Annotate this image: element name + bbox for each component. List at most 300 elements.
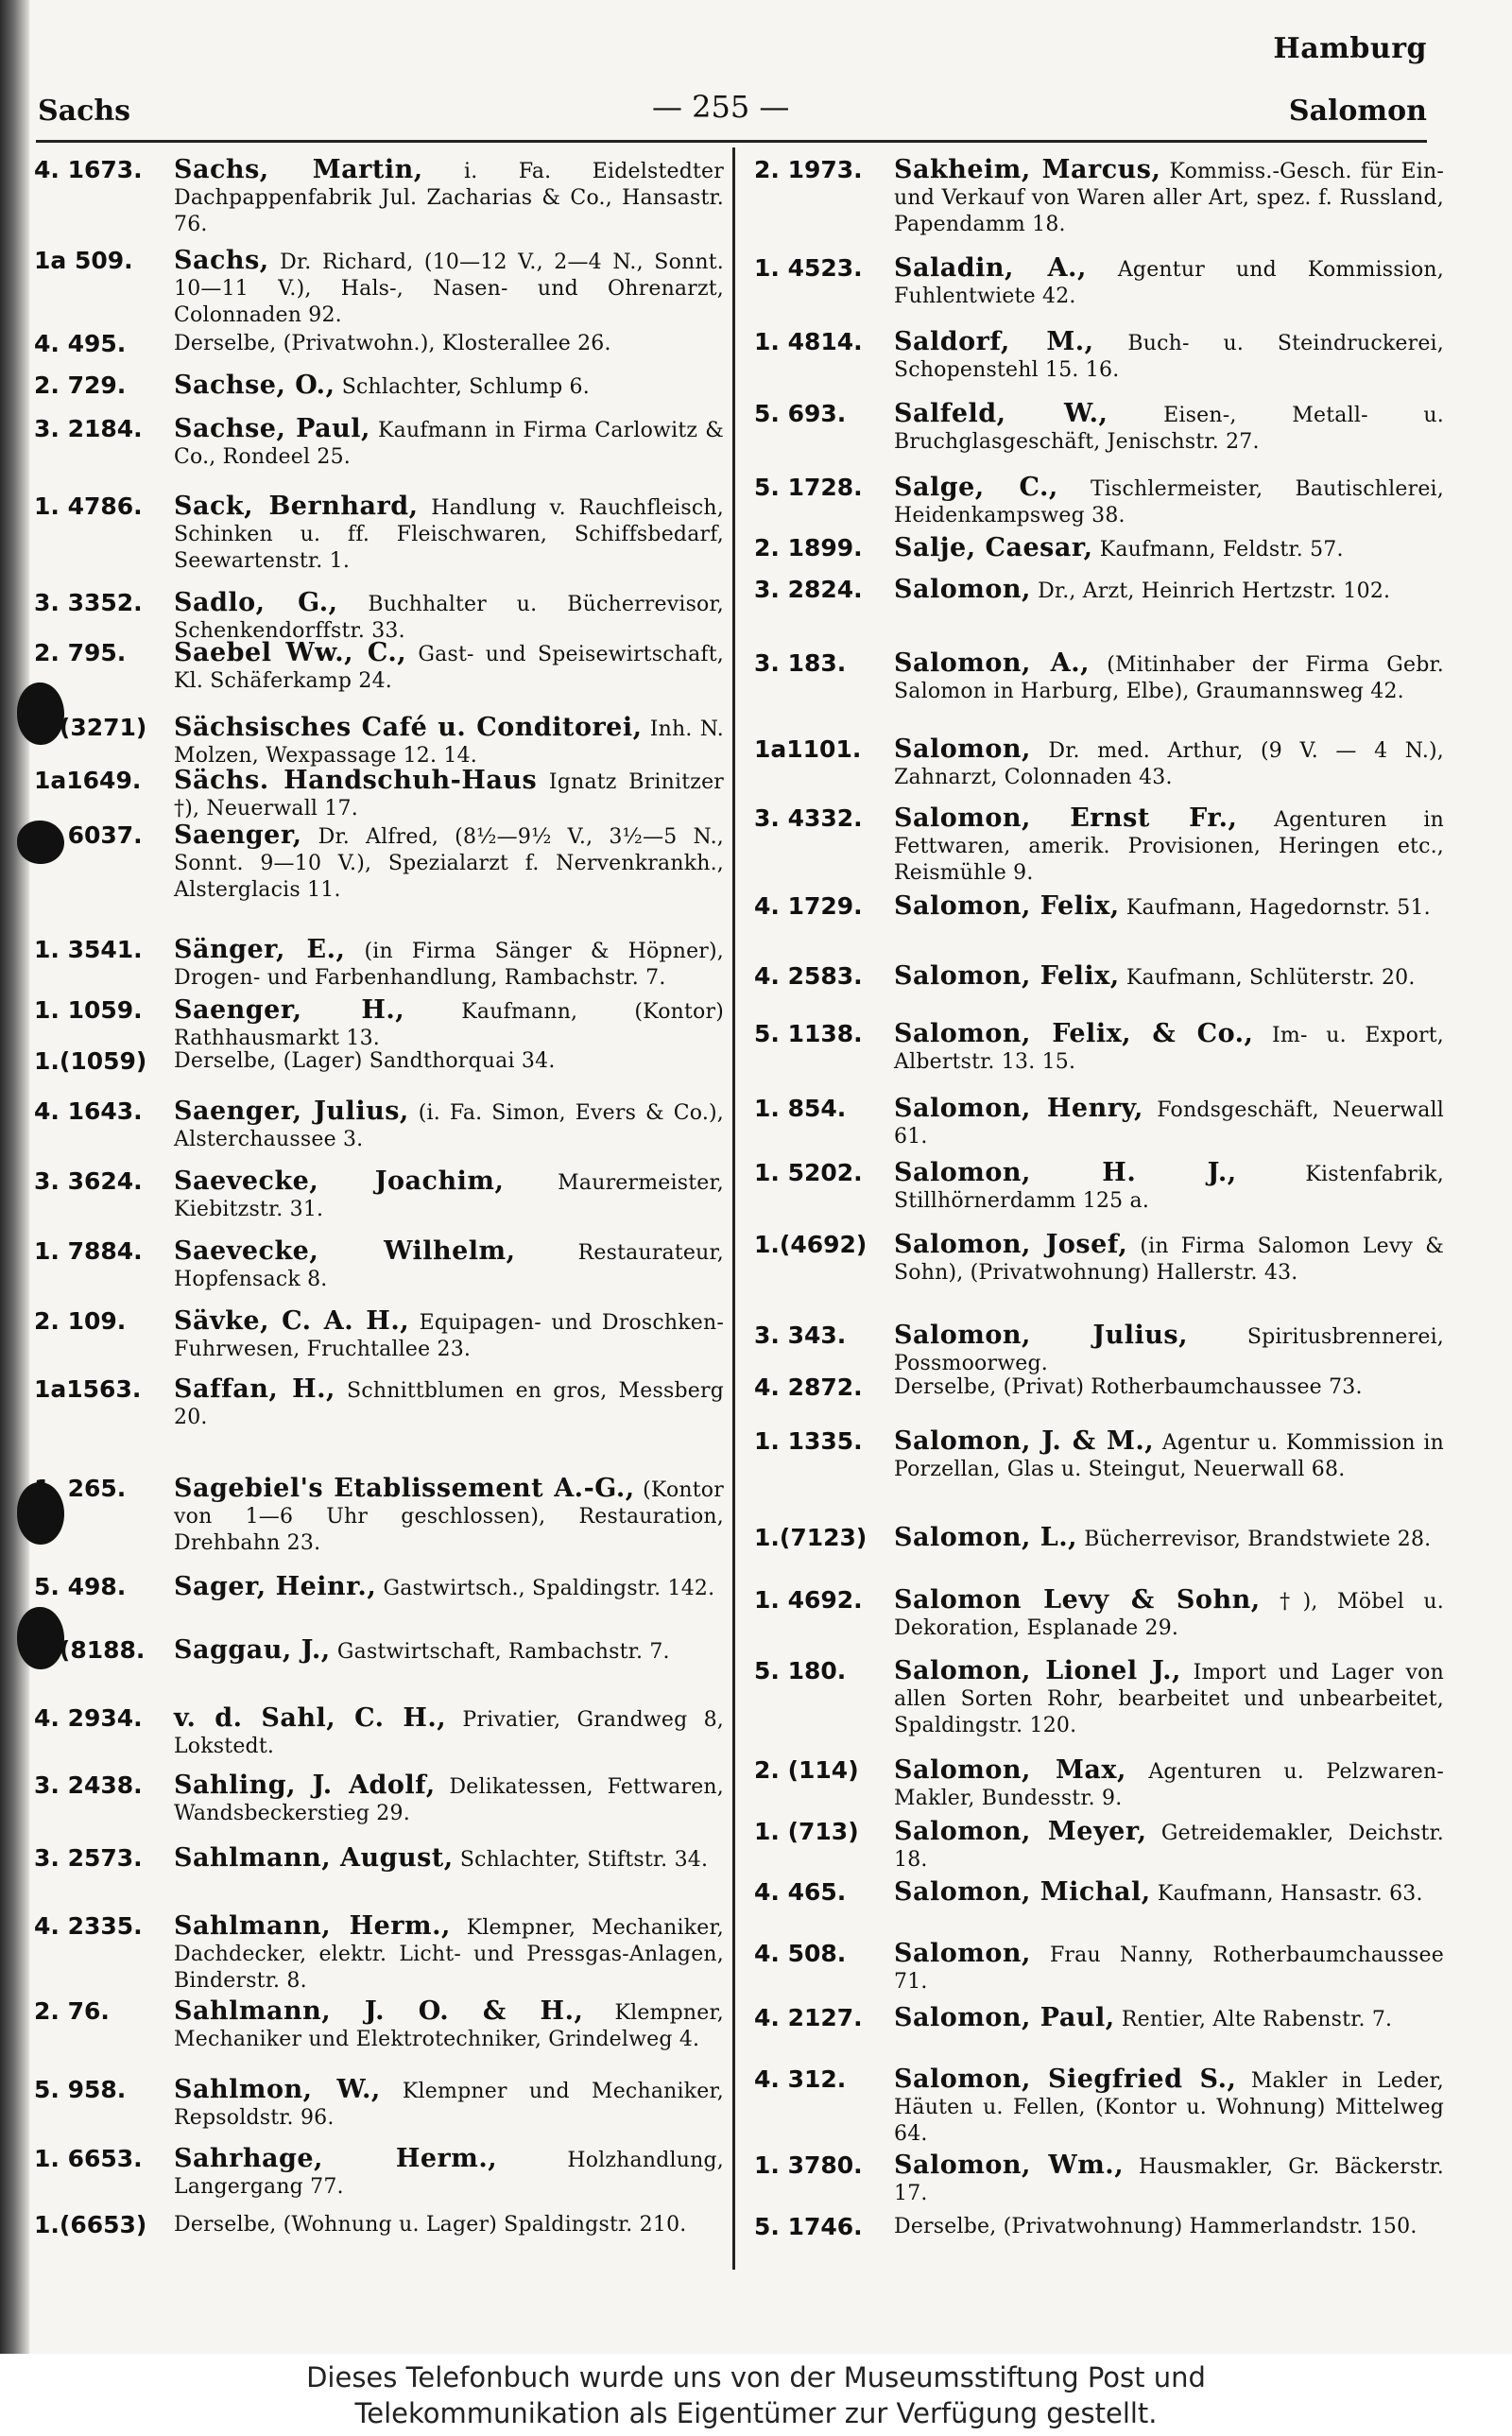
phone-number: 4. 312. bbox=[754, 2065, 847, 2093]
entry-details: Agenturen in Fettwaren, amerik. Provisionen, Heringen etc., Reismühle 9. bbox=[894, 808, 1444, 885]
entry-text bbox=[894, 1232, 1444, 1287]
entry-details: Bücherrevisor, Brandstwiete 28. bbox=[1084, 1528, 1432, 1551]
directory-entry bbox=[754, 577, 1444, 605]
directory-entry bbox=[754, 2214, 1444, 2240]
subscriber-name: Saebel Ww., C., bbox=[174, 638, 407, 667]
entry-details: Kistenfabrik, Stillhörnerdamm 125 a. bbox=[894, 1163, 1444, 1213]
entry-details: Spiritusbrennerei, Possmoorweg. bbox=[894, 1325, 1444, 1375]
directory-entry bbox=[34, 2077, 724, 2132]
directory-entry bbox=[34, 1913, 724, 1995]
entry-text bbox=[894, 2005, 1444, 2033]
subscriber-name: Salge, C., bbox=[894, 473, 1058, 502]
phone-number: 3. 4332. bbox=[754, 804, 863, 832]
directory-entry bbox=[754, 1879, 1444, 1908]
phone-number: 1a1563. bbox=[34, 1375, 142, 1403]
entry-details: Hausmakler, Gr. Bäckerstr. 17. bbox=[894, 2155, 1444, 2205]
entry-text bbox=[174, 2146, 724, 2201]
header-left-keyword: Sachs bbox=[38, 95, 131, 128]
subscriber-name: Salomon, bbox=[894, 575, 1031, 604]
directory-entry bbox=[34, 1476, 724, 1557]
entry-text bbox=[894, 475, 1444, 529]
entry-details: Equipagen- und Droschken-Fuhrwesen, Fruchtallee 23. bbox=[174, 1311, 725, 1361]
entry-text bbox=[174, 590, 724, 645]
subscriber-name: Salomon, Wm., bbox=[894, 2151, 1125, 2180]
entry-text bbox=[174, 1376, 724, 1431]
subscriber-name: Sachs, bbox=[174, 246, 269, 275]
phone-number: 1. (713) bbox=[754, 1818, 859, 1845]
phone-number: 1. 265. bbox=[34, 1475, 127, 1502]
entry-text bbox=[894, 1819, 1444, 1874]
entry-details: Rentier, Alte Rabenstr. 7. bbox=[1121, 2008, 1393, 2031]
directory-entry bbox=[754, 535, 1444, 563]
directory-entry bbox=[34, 1238, 724, 1293]
phone-number: 3. 343. bbox=[754, 1322, 847, 1349]
entry-details: Kaufmann, Hagedornstr. 51. bbox=[1125, 896, 1431, 920]
entry-text bbox=[174, 768, 724, 822]
directory-entry bbox=[34, 2146, 724, 2201]
directory-entry bbox=[754, 736, 1444, 791]
phone-number: 2. 109. bbox=[34, 1307, 127, 1335]
phone-number: 2. 729. bbox=[34, 371, 127, 399]
entry-text bbox=[894, 2152, 1444, 2207]
subscriber-name: Saldorf, M., bbox=[894, 327, 1094, 356]
phone-number: 1. 6037. bbox=[34, 821, 143, 849]
entry-details: Agentur u. Kommission in Porzellan, Glas u. Steingut, Neuerwall 68. bbox=[894, 1431, 1444, 1481]
entry-text bbox=[894, 535, 1444, 563]
entry-details: Dr., Arzt, Heinrich Hertzstr. 102. bbox=[1038, 579, 1391, 603]
entry-details: (in Firma Sänger & Höpner), Drogen- und Farbenhandlung, Rambachstr. 7. bbox=[174, 940, 725, 990]
entry-text bbox=[894, 1021, 1444, 1076]
directory-entry bbox=[34, 1705, 724, 1760]
directory-entry bbox=[754, 1428, 1444, 1483]
subscriber-name: Sahling, J. Adolf, bbox=[174, 1771, 436, 1800]
entry-details: (i. Fa. Simon, Evers & Co.), Alsterchaussee 3. bbox=[174, 1101, 725, 1151]
phone-number: 1a1649. bbox=[34, 767, 142, 794]
entry-text bbox=[894, 1879, 1444, 1908]
entry-details: Privatier, Grandweg 8, Lokstedt. bbox=[174, 1708, 724, 1758]
phone-number: 5. 498. bbox=[34, 1573, 127, 1600]
phone-number: 4. 2335. bbox=[34, 1912, 143, 1940]
subscriber-name: Sächs. Handschuh-Haus bbox=[174, 766, 538, 795]
entry-details: (Kontor von 1—6 Uhr geschlossen), Restauration, Drehbahn 23. bbox=[174, 1478, 724, 1555]
entry-text bbox=[174, 1574, 724, 1602]
entry-details: Kaufmann, Feldstr. 57. bbox=[1099, 538, 1344, 561]
subscriber-name: Salomon, Josef, bbox=[894, 1230, 1128, 1259]
entry-text bbox=[174, 1238, 724, 1293]
entry-text bbox=[174, 1637, 724, 1666]
entry-text bbox=[174, 1998, 724, 2053]
entry-text bbox=[894, 2066, 1444, 2148]
phone-number: 1. 7884. bbox=[34, 1237, 143, 1265]
phone-number: 3. 2438. bbox=[34, 1771, 143, 1799]
phone-number: 1a1101. bbox=[754, 735, 862, 763]
directory-entry bbox=[34, 2212, 724, 2238]
entry-details: i. Fa. Eidelstedter Dachpappenfabrik Jul. Zacharias & Co., Hansastr. 76. bbox=[174, 160, 724, 236]
entry-text bbox=[174, 1705, 724, 1760]
subscriber-name: Sadlo, G., bbox=[174, 588, 338, 617]
phone-number: 1.(6653) bbox=[34, 2211, 147, 2238]
phone-number: 1. 854. bbox=[754, 1095, 847, 1122]
phone-number: 1. 4814. bbox=[754, 328, 863, 355]
subscriber-name: Sahlmann, Herm., bbox=[174, 1911, 451, 1941]
phone-number: 1.(4692) bbox=[754, 1231, 868, 1258]
directory-entry bbox=[754, 401, 1444, 456]
phone-number: 1.(3271) bbox=[34, 714, 147, 741]
entry-details: Dr. med. Arthur, (9 V. — 4 N.), Zahnarzt, Colonnaden 43. bbox=[894, 739, 1444, 789]
phone-number: 1. 4523. bbox=[754, 254, 863, 282]
entry-text bbox=[174, 493, 724, 575]
subscriber-name: Salomon, Felix, & Co., bbox=[894, 1019, 1254, 1048]
subscriber-name: Salomon, bbox=[894, 1939, 1031, 1968]
entry-text bbox=[174, 248, 724, 329]
directory-entry bbox=[34, 590, 724, 645]
entry-details: Derselbe, (Privatwohnung) Hammerlandstr. 150. bbox=[894, 2215, 1418, 2238]
header-rule bbox=[36, 140, 1427, 143]
subscriber-name: Salomon, H. J., bbox=[894, 1158, 1237, 1187]
entry-details: Gast- und Speisewirtschaft, Kl. Schäferkamp 24. bbox=[174, 643, 724, 693]
entry-text bbox=[894, 1374, 1444, 1401]
phone-number: 4. 508. bbox=[754, 1940, 847, 1967]
entry-text bbox=[174, 1772, 724, 1827]
subscriber-name: Saevecke, Joachim, bbox=[174, 1166, 505, 1196]
page-binding-edge bbox=[0, 0, 30, 2354]
entry-details: Derselbe, (Privat) Rotherbaumchaussee 73. bbox=[894, 1375, 1363, 1399]
entry-text bbox=[894, 1525, 1444, 1553]
entry-details: Getreidemakler, Deichstr. 18. bbox=[894, 1822, 1444, 1872]
directory-entry bbox=[754, 963, 1444, 992]
directory-entry bbox=[754, 1374, 1444, 1401]
footer-notice bbox=[0, 2354, 1512, 2436]
directory-entry bbox=[34, 416, 724, 471]
directory-entry bbox=[754, 1658, 1444, 1739]
phone-number: 3. 2824. bbox=[754, 576, 863, 603]
directory-entry bbox=[34, 1376, 724, 1431]
entry-details: Kaufmann in Firma Carlowitz & Co., Rondeel 25. bbox=[174, 419, 724, 469]
directory-entry bbox=[754, 1757, 1444, 1812]
phone-number: 4. 2127. bbox=[754, 2004, 863, 2031]
entry-text bbox=[894, 1658, 1444, 1739]
entry-text bbox=[894, 1587, 1444, 1642]
entry-details: Ignatz Brinitzer †), Neuerwall 17. bbox=[174, 770, 725, 821]
footer-line-1: Dieses Telefonbuch wurde uns von der Museumsstiftung Post und bbox=[306, 2361, 1206, 2393]
phone-number: 5. 180. bbox=[754, 1657, 847, 1684]
phone-number: 4. 2934. bbox=[34, 1704, 143, 1732]
subscriber-name: Sahrhage, Herm., bbox=[174, 2144, 498, 2173]
phone-number: 2. 1899. bbox=[754, 534, 863, 561]
entry-details: †), Möbel u. Dekoration, Esplanade 29. bbox=[894, 1590, 1444, 1640]
page-number: — 255 — bbox=[652, 89, 790, 125]
subscriber-name: Salomon, Meyer, bbox=[894, 1817, 1147, 1846]
entry-text bbox=[894, 1428, 1444, 1483]
directory-entry bbox=[754, 1322, 1444, 1377]
entry-details: Gastwirtschaft, Rambachstr. 7. bbox=[336, 1640, 670, 1664]
subscriber-name: Sänger, E., bbox=[174, 935, 346, 964]
directory-entry bbox=[34, 640, 724, 695]
entry-details: Restaurateur, Hopfensack 8. bbox=[174, 1241, 724, 1291]
entry-text bbox=[174, 822, 724, 904]
subscriber-name: Saenger, H., bbox=[174, 995, 405, 1025]
phone-number: 2. (114) bbox=[754, 1756, 859, 1784]
entry-details: (Mitinhaber der Firma Gebr. Salomon in Harburg, Elbe), Graumannsweg 42. bbox=[894, 653, 1444, 703]
entry-text bbox=[174, 937, 724, 992]
subscriber-name: Saggau, J., bbox=[174, 1635, 331, 1665]
phone-number: 1.(1059) bbox=[34, 1047, 147, 1075]
subscriber-name: Sager, Heinr., bbox=[174, 1572, 377, 1601]
subscriber-name: Salomon, Michal, bbox=[894, 1877, 1151, 1907]
column-divider bbox=[732, 147, 735, 2270]
directory-entry bbox=[754, 893, 1444, 922]
entry-details: Tischlermeister, Bautischlerei, Heidenkampsweg 38. bbox=[894, 477, 1444, 527]
entry-text bbox=[174, 715, 724, 769]
entry-details: Kaufmann, Schlüterstr. 20. bbox=[1125, 966, 1416, 990]
directory-entry bbox=[754, 1096, 1444, 1150]
entry-details: Im- u. Export, Albertstr. 13. 15. bbox=[894, 1024, 1444, 1074]
directory-entry bbox=[754, 329, 1444, 384]
directory-entry bbox=[754, 255, 1444, 310]
directory-entry bbox=[754, 2005, 1444, 2033]
entry-details: Derselbe, (Lager) Sandthorquai 34. bbox=[174, 1049, 556, 1073]
subscriber-name: Sahlmon, W., bbox=[174, 2075, 381, 2104]
phone-number: 1. 3541. bbox=[34, 936, 143, 963]
subscriber-name: Sachs, Martin, bbox=[174, 155, 423, 184]
entry-text bbox=[174, 372, 724, 401]
directory-entry bbox=[754, 2152, 1444, 2207]
entry-details: Kommiss.-Gesch. für Ein- und Verkauf von Waren aller Art, spez. f. Russland, Papendamm 18. bbox=[894, 160, 1444, 236]
entry-details: Dr. Richard, (10—12 V., 2—4 N., Sonnt. 10—11 V.), Hals-, Nasen- und Ohrenarzt, Colonnaden 92. bbox=[174, 251, 724, 327]
phone-number: 5. 1746. bbox=[754, 2213, 863, 2240]
phone-number: 3. 3352. bbox=[34, 589, 143, 616]
entry-details: Inh. N. Molzen, Wexpassage 12. 14. bbox=[174, 717, 724, 768]
phone-number: 1. 6653. bbox=[34, 2145, 143, 2172]
entry-details: Schnittblumen en gros, Messberg 20. bbox=[174, 1379, 724, 1429]
entry-details: Schlachter, Stiftstr. 34. bbox=[459, 1848, 709, 1872]
entry-text bbox=[894, 963, 1444, 992]
subscriber-name: Salomon, L., bbox=[894, 1523, 1078, 1552]
footer-line-2: Telekommunikation als Eigentümer zur Verfügung gestellt. bbox=[354, 2397, 1158, 2429]
subscriber-name: Salomon, Lionel J., bbox=[894, 1656, 1181, 1685]
directory-entry bbox=[34, 997, 724, 1052]
entry-details: Maurermeister, Kiebitzstr. 31. bbox=[174, 1171, 724, 1221]
phone-number: 5. 1138. bbox=[754, 1020, 863, 1047]
entry-details: Eisen-, Metall- u. Bruchglasgeschäft, Jenischstr. 27. bbox=[894, 404, 1444, 454]
phone-number: 1.(7123) bbox=[754, 1524, 868, 1551]
directory-entry bbox=[754, 1525, 1444, 1553]
subscriber-name: Salomon, bbox=[894, 734, 1031, 764]
phone-number: 5. 1728. bbox=[754, 474, 863, 501]
directory-entry bbox=[34, 1168, 724, 1223]
directory-entry bbox=[34, 331, 724, 357]
entry-text bbox=[894, 650, 1444, 705]
subscriber-name: Sagebiel's Etablissement A.-G., bbox=[174, 1474, 635, 1503]
subscriber-name: Sahlmann, J. O. & H., bbox=[174, 1996, 584, 2026]
phone-number: 1. 3780. bbox=[754, 2151, 863, 2179]
directory-entry bbox=[754, 1232, 1444, 1287]
subscriber-name: Salomon, Paul, bbox=[894, 2003, 1115, 2032]
phone-number: 4. 1643. bbox=[34, 1097, 143, 1125]
entry-details: Agenturen u. Pelzwaren-Makler, Bundesstr. 9. bbox=[894, 1760, 1444, 1810]
entry-details: Derselbe, (Privatwohn.), Klosterallee 26. bbox=[174, 332, 611, 355]
phone-number: 3. 2573. bbox=[34, 1844, 143, 1872]
entry-text bbox=[174, 1476, 724, 1557]
directory-entry bbox=[754, 475, 1444, 529]
entry-text bbox=[174, 1308, 724, 1363]
subscriber-name: Salomon, Ernst Fr., bbox=[894, 803, 1238, 833]
subscriber-name: Salomon, A., bbox=[894, 648, 1091, 678]
entry-text bbox=[894, 401, 1444, 456]
entry-text bbox=[894, 1941, 1444, 1995]
entry-details: Fondsgeschäft, Neuerwall 61. bbox=[894, 1098, 1444, 1149]
phone-number: 5. 958. bbox=[34, 2076, 127, 2103]
entry-details: Schlachter, Schlump 6. bbox=[341, 375, 590, 399]
subscriber-name: Salomon, Felix, bbox=[894, 961, 1120, 991]
entry-text bbox=[894, 577, 1444, 605]
entry-text bbox=[174, 157, 724, 238]
directory-entry bbox=[34, 372, 724, 401]
subscriber-name: Salje, Caesar, bbox=[894, 533, 1093, 562]
directory-entry bbox=[34, 248, 724, 329]
phone-number: 1.(8188. bbox=[34, 1636, 146, 1664]
entry-details: Buchhalter u. Bücherrevisor, Schenkendorffstr. 33. bbox=[174, 593, 724, 643]
entry-details: Makler in Leder, Häuten u. Fellen, (Kontor u. Wohnung) Mittelweg 64. bbox=[894, 2069, 1444, 2146]
entry-text bbox=[174, 640, 724, 695]
entry-details: Agentur und Kommission, Fuhlentwiete 42. bbox=[894, 258, 1444, 308]
subscriber-name: Saladin, A., bbox=[894, 253, 1087, 283]
entry-text bbox=[894, 1322, 1444, 1377]
entry-text bbox=[894, 2214, 1444, 2240]
directory-entry bbox=[34, 493, 724, 575]
entry-details: Kaufmann, (Kontor) Rathhausmarkt 13. bbox=[174, 1000, 724, 1050]
directory-entry bbox=[34, 1048, 724, 1075]
phone-number: 4. 465. bbox=[754, 1878, 847, 1906]
subscriber-name: Sachse, O., bbox=[174, 371, 335, 400]
directory-entry bbox=[34, 937, 724, 992]
phone-number: 4. 2872. bbox=[754, 1373, 863, 1401]
entry-details: Holzhandlung, Langergang 77. bbox=[174, 2149, 724, 2199]
phone-number: 1. 1335. bbox=[754, 1427, 863, 1455]
entry-text bbox=[894, 1160, 1444, 1215]
phone-number: 1. 4786. bbox=[34, 492, 143, 520]
phone-number: 4. 1673. bbox=[34, 156, 143, 183]
phone-number: 3. 2184. bbox=[34, 415, 143, 442]
directory-entry bbox=[34, 1772, 724, 1827]
subscriber-name: Sack, Bernhard, bbox=[174, 492, 419, 521]
directory-entry bbox=[34, 1998, 724, 2053]
directory-entry bbox=[754, 1819, 1444, 1874]
subscriber-name: Salomon, Siegfried S., bbox=[894, 2065, 1237, 2094]
subscriber-name: Sachse, Paul, bbox=[174, 414, 370, 443]
entry-details: Kaufmann, Hansastr. 63. bbox=[1157, 1882, 1423, 1906]
entry-details: Handlung v. Rauchfleisch, Schinken u. ff. Fleischwaren, Schiffsbedarf, Seewartenstr. 1. bbox=[174, 496, 724, 573]
directory-entry bbox=[754, 157, 1444, 238]
phone-number: 2. 76. bbox=[34, 1997, 110, 2025]
subscriber-name: Sävke, C. A. H., bbox=[174, 1306, 410, 1336]
entry-text bbox=[894, 805, 1444, 887]
directory-entry bbox=[34, 1574, 724, 1602]
entry-text bbox=[174, 1048, 724, 1075]
subscriber-name: Salomon, Felix, bbox=[894, 891, 1120, 921]
subscriber-name: Saevecke, Wilhelm, bbox=[174, 1236, 516, 1266]
subscriber-name: Salomon, J. & M., bbox=[894, 1426, 1155, 1456]
subscriber-name: v. d. Sahl, C. H., bbox=[174, 1703, 447, 1733]
header-city: Hamburg bbox=[1273, 32, 1427, 65]
phone-number: 3. 3624. bbox=[34, 1167, 143, 1195]
subscriber-name: Saenger, bbox=[174, 821, 302, 850]
directory-entry bbox=[34, 715, 724, 769]
directory-entry bbox=[34, 1637, 724, 1666]
entry-details: Delikatessen, Fettwaren, Wandsbeckerstieg 29. bbox=[174, 1775, 724, 1825]
subscriber-name: Salomon, Henry, bbox=[894, 1094, 1143, 1123]
entry-text bbox=[894, 736, 1444, 791]
entry-details: (in Firma Salomon Levy & Sohn), (Privatwohnung) Hallerstr. 43. bbox=[894, 1235, 1444, 1285]
directory-entry bbox=[754, 1941, 1444, 1995]
entry-text bbox=[174, 331, 724, 357]
phone-number: 4. 2583. bbox=[754, 962, 863, 990]
phone-number: 5. 693. bbox=[754, 400, 847, 427]
entry-text bbox=[894, 255, 1444, 310]
directory-entry bbox=[754, 2066, 1444, 2148]
subscriber-name: Sächsisches Café u. Conditorei, bbox=[174, 713, 643, 742]
subscriber-name: Sahlmann, August, bbox=[174, 1843, 454, 1873]
directory-entry bbox=[34, 1845, 724, 1874]
entry-text bbox=[894, 1757, 1444, 1812]
entry-details: Gastwirtsch., Spaldingstr. 142. bbox=[383, 1577, 715, 1600]
subscriber-name: Saenger, Julius, bbox=[174, 1097, 409, 1126]
entry-details: Klempner, Mechaniker, Dachdecker, elektr. Licht- und Pressgas-Anlagen, Binderstr. 8. bbox=[174, 1916, 724, 1993]
phone-number: 1a 509. bbox=[34, 247, 133, 274]
directory-entry bbox=[34, 822, 724, 904]
entry-details: Dr. Alfred, (8½—9½ V., 3½—5 N., Sonnt. 9—10 V.), Spezialarzt f. Nervenkrankh., Alsterglacis 11. bbox=[174, 825, 724, 902]
subscriber-name: Salomon, Max, bbox=[894, 1755, 1126, 1785]
entry-text bbox=[894, 329, 1444, 384]
directory-entry bbox=[754, 1160, 1444, 1215]
entry-text bbox=[174, 1845, 724, 1874]
phone-number: 1. 1059. bbox=[34, 996, 143, 1024]
entry-text bbox=[174, 1913, 724, 1995]
entry-details: Derselbe, (Wohnung u. Lager) Spaldingstr. 210. bbox=[174, 2213, 687, 2237]
subscriber-name: Salomon, Julius, bbox=[894, 1321, 1189, 1350]
entry-text bbox=[174, 997, 724, 1052]
entry-text bbox=[174, 1168, 724, 1223]
phone-number: 2. 1973. bbox=[754, 156, 863, 183]
directory-entry bbox=[754, 650, 1444, 705]
entry-text bbox=[174, 1098, 724, 1153]
entry-details: Frau Nanny, Rotherbaumchaussee 71. bbox=[894, 1944, 1444, 1994]
phone-number: 1. 5202. bbox=[754, 1159, 863, 1186]
entry-text bbox=[894, 157, 1444, 238]
directory-entry bbox=[754, 805, 1444, 887]
entry-text bbox=[894, 893, 1444, 922]
entry-text bbox=[174, 416, 724, 471]
phone-number: 4. 1729. bbox=[754, 892, 863, 920]
entry-text bbox=[174, 2077, 724, 2132]
entry-details: Import und Lager von allen Sorten Rohr, bearbeitet und unbearbeitet, Spaldingstr. 120. bbox=[894, 1661, 1444, 1737]
phone-number: 3. 183. bbox=[754, 649, 847, 677]
entry-text bbox=[894, 1096, 1444, 1150]
directory-entry bbox=[754, 1021, 1444, 1076]
phone-number: 2. 795. bbox=[34, 639, 127, 666]
subscriber-name: Saffan, H., bbox=[174, 1374, 335, 1404]
phone-number: 4. 495. bbox=[34, 330, 127, 357]
entry-details: Klempner und Mechaniker, Repsoldstr. 96. bbox=[174, 2080, 724, 2130]
directory-entry bbox=[34, 157, 724, 238]
directory-entry bbox=[34, 1098, 724, 1153]
directory-entry bbox=[34, 1308, 724, 1363]
subscriber-name: Sakheim, Marcus, bbox=[894, 155, 1161, 184]
entry-details: Buch- u. Steindruckerei, Schopenstehl 15. 16. bbox=[894, 332, 1444, 382]
header-right-keyword: Salomon bbox=[1288, 95, 1427, 128]
subscriber-name: Salomon Levy & Sohn, bbox=[894, 1585, 1261, 1615]
entry-text bbox=[174, 2212, 724, 2238]
